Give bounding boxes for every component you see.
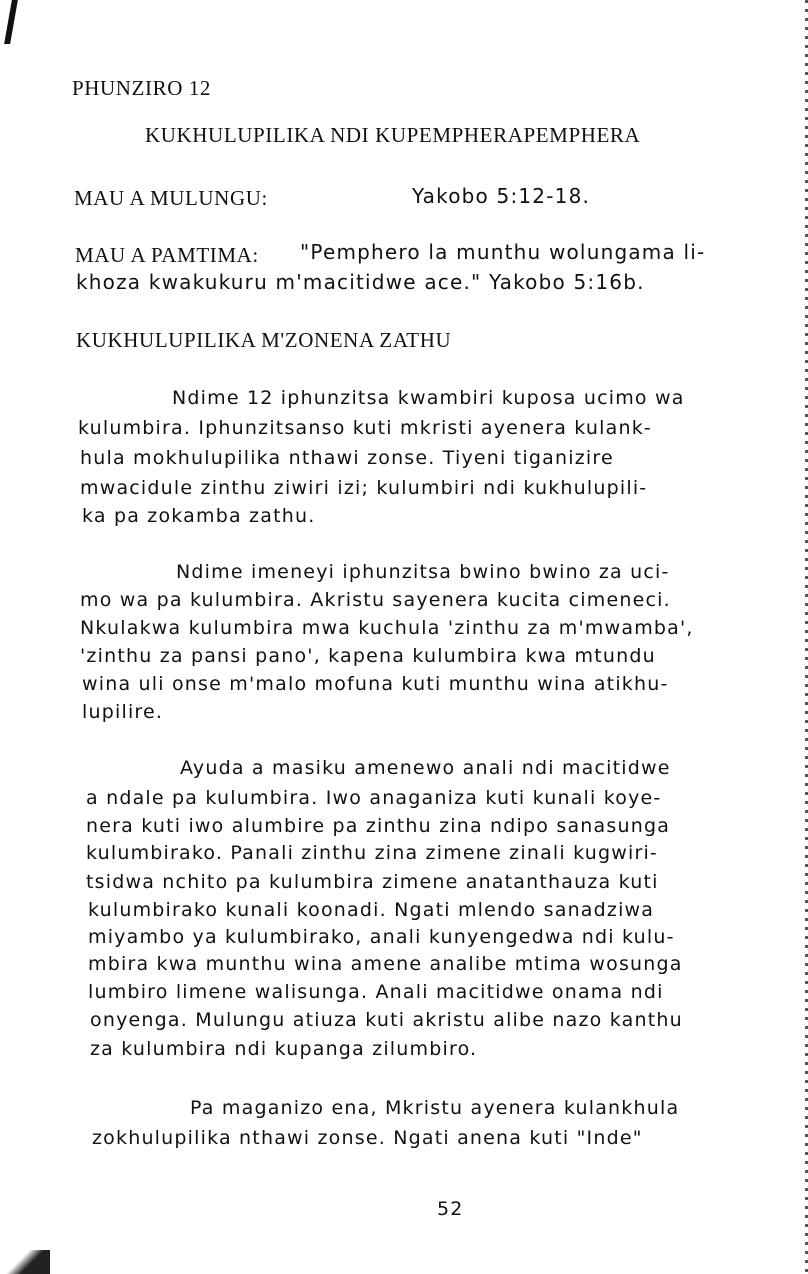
paragraph-2-line: wina uli onse m'malo mofuna kuti munthu wina atikhu- <box>82 673 669 695</box>
paragraph-3-line: kulumbirako kunali koonadi. Ngati mlendo sanadziwa <box>88 899 655 921</box>
paragraph-2-line: lupilire. <box>82 701 164 723</box>
paragraph-3-line: lumbiro limene walisunga. Anali macitidwe onama ndi <box>88 981 664 1003</box>
paragraph-2-line: mo wa pa kulumbira. Akristu sayenera kucita cimeneci. <box>80 589 671 611</box>
paragraph-3-line: tsidwa nchito pa kulumbira zimene anatanthauza kuti <box>86 871 659 893</box>
memory-verse-line: khoza kwakukuru m'macitidwe ace." Yakobo 5:16b. <box>76 270 645 294</box>
scripture-label: MAU A MULUNGU: <box>74 186 268 210</box>
scan-mark-bottom <box>0 1250 50 1274</box>
paragraph-2-line: Nkulakwa kulumbira mwa kuchula 'zinthu za m'mwamba', <box>80 617 694 639</box>
paragraph-1-line: Ndime 12 iphunzitsa kwambiri kuposa ucimo wa <box>172 387 685 409</box>
scripture-reference: Yakobo 5:12-18. <box>412 184 591 208</box>
section-heading: KUKHULUPILIKA M'ZONENA ZATHU <box>76 328 452 352</box>
paragraph-3-line: a ndale pa kulumbira. Iwo anaganiza kuti kunali koye- <box>86 787 662 809</box>
paragraph-4-line: zokhulupilika nthawi zonse. Ngati anena kuti "Inde" <box>92 1127 643 1149</box>
paragraph-3-line: onyenga. Mulungu atiuza kuti akristu alibe nazo kanthu <box>90 1009 683 1031</box>
paragraph-2-line: Ndime imeneyi iphunzitsa bwino bwino za uci- <box>176 561 670 583</box>
paragraph-3-line: Ayuda a masiku amenewo anali ndi macitidwe <box>180 757 671 779</box>
paragraph-1-line: kulumbira. Iphunzitsanso kuti mkristi ayenera kulank- <box>78 417 652 439</box>
paragraph-1-line: hula mokhulupilika nthawi zonse. Tiyeni tiganizire <box>80 447 614 469</box>
paragraph-4-line: Pa maganizo ena, Mkristu ayenera kulankhula <box>190 1097 680 1119</box>
memory-verse-line: "Pemphero la munthu wolungama li- <box>300 240 706 264</box>
paragraph-3-line: za kulumbira ndi kupanga zilumbiro. <box>90 1038 478 1060</box>
paragraph-3-line: mbira kwa munthu wina amene analibe mtima wosunga <box>88 953 683 975</box>
page-number: 52 <box>437 1198 464 1220</box>
paragraph-3-line: nera kuti iwo alumbire pa zinthu zina ndipo sanasunga <box>86 815 671 837</box>
paragraph-3-line: kulumbirako. Panali zinthu zina zimene zinali kugwiri- <box>86 842 658 864</box>
scan-mark-top <box>4 0 18 44</box>
lesson-title: KUKHULUPILIKA NDI KUPEMPHERAPEMPHERA <box>145 123 641 147</box>
memory-verse-label: MAU A PAMTIMA: <box>75 243 259 267</box>
paragraph-3-line: miyambo ya kulumbirako, anali kunyengedwa ndi kulu- <box>88 926 675 948</box>
paragraph-1-line: mwacidule zinthu ziwiri izi; kulumbiri ndi kukhulupili- <box>80 477 648 499</box>
paragraph-2-line: 'zinthu za pansi pano', kapena kulumbira kwa mtundu <box>80 645 656 667</box>
paragraph-1-line: ka pa zokamba zathu. <box>82 505 316 527</box>
lesson-label: PHUNZIRO 12 <box>72 76 212 100</box>
